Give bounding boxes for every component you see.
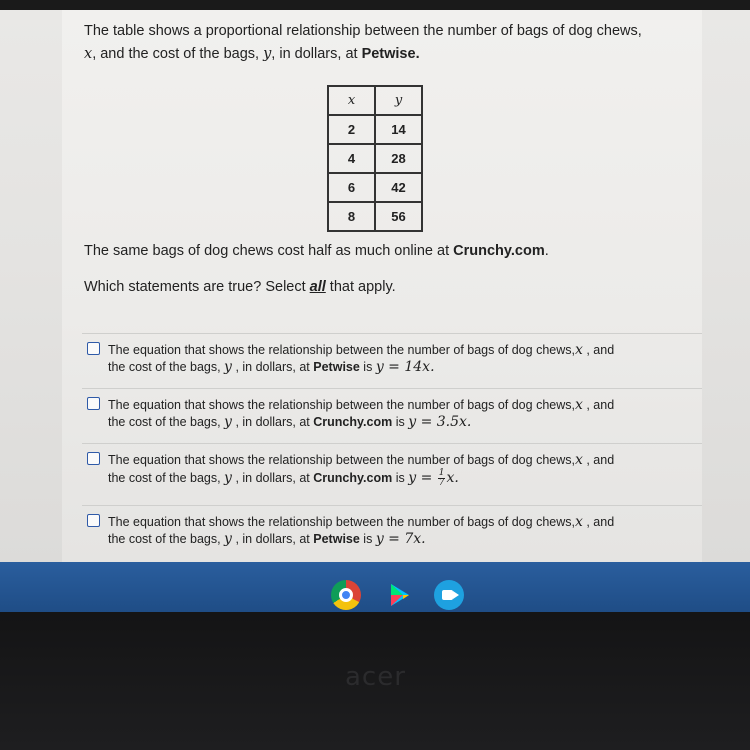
question-line1: The table shows a proportional relationship between the number of bags of dog chews, (84, 23, 642, 39)
option-store: Crunchy.com (313, 470, 393, 485)
proportion-table (327, 85, 423, 232)
option-is: is (392, 470, 409, 485)
option-line1: The equation that shows the relationship between the number of bags of dog chews, (108, 343, 575, 357)
equation-rhs: x. (446, 469, 459, 486)
table-row (328, 202, 422, 231)
option-store: Petwise (313, 360, 360, 374)
table-cell: 56 (375, 202, 422, 231)
option-line1-end: , and (582, 398, 615, 412)
option-store: Petwise (313, 532, 360, 546)
var-x: x (574, 397, 583, 413)
meet-icon[interactable] (434, 580, 464, 610)
option-equation: y = 7x. (375, 531, 426, 547)
instruction-after: that apply. (325, 279, 396, 295)
option-line2-mid: , in dollars, at (231, 415, 314, 429)
option-line2-start: the cost of the bags, (108, 415, 225, 429)
question-panel (62, 10, 702, 565)
option-text (108, 452, 663, 488)
fraction-denominator: 7 (438, 478, 445, 488)
option-text (108, 397, 663, 431)
statement1-text: The same bags of dog chews cost half as much online at (84, 243, 454, 259)
equation-lhs: y = (408, 469, 437, 486)
answer-option-4[interactable] (82, 505, 702, 548)
var-y: y (224, 469, 232, 486)
table-cell: 6 (328, 173, 375, 202)
brand-logo: acer (345, 662, 406, 692)
answer-option-1[interactable] (82, 333, 702, 376)
option-is: is (359, 532, 376, 546)
var-y: y (224, 359, 232, 375)
var-x: x (574, 514, 583, 530)
table-cell: 2 (328, 115, 375, 144)
store-petwise: Petwise (361, 46, 416, 62)
var-y: y (224, 414, 232, 430)
answer-option-2[interactable] (82, 388, 702, 431)
chrome-icon[interactable] (331, 580, 361, 610)
option-is: is (359, 360, 376, 374)
option-line1-end: , and (582, 343, 615, 357)
option-equation: y = 14x. (375, 359, 435, 375)
option-line1: The equation that shows the relationship between the number of bags of dog chews, (108, 515, 575, 529)
statement-crunchy (84, 243, 549, 259)
question-text (84, 20, 689, 66)
statement1-period: . (544, 243, 549, 259)
var-x: x (84, 46, 93, 62)
table-cell: 8 (328, 202, 375, 231)
checkbox[interactable] (87, 397, 100, 410)
option-line1: The equation that shows the relationship between the number of bags of dog chews, (108, 453, 575, 467)
option-is: is (392, 415, 409, 429)
instruction-text (84, 279, 396, 295)
table-cell: 28 (375, 144, 422, 173)
option-line2-start: the cost of the bags, (108, 532, 225, 546)
option-text (108, 342, 663, 376)
var-x: x (574, 342, 583, 358)
screen (0, 10, 750, 565)
question-fragment: , in dollars, at (271, 46, 362, 62)
table-cell: 42 (375, 173, 422, 202)
table-row (328, 144, 422, 173)
question-fragment: , and the cost of the bags, (92, 46, 264, 62)
fraction (438, 469, 446, 488)
fraction-numerator: 1 (438, 468, 445, 478)
checkbox[interactable] (87, 514, 100, 527)
option-equation: y = 3.5x. (408, 414, 472, 430)
table-row (328, 115, 422, 144)
option-store: Crunchy.com (313, 415, 393, 429)
option-line2-start: the cost of the bags, (108, 360, 225, 374)
question-period: . (415, 46, 420, 62)
play-store-icon[interactable] (384, 580, 414, 610)
var-x: x (574, 452, 583, 468)
table-cell: 14 (375, 115, 422, 144)
option-line2-mid: , in dollars, at (231, 360, 314, 374)
var-y: y (224, 531, 232, 547)
option-line2-mid: , in dollars, at (231, 532, 314, 546)
store-crunchy: Crunchy.com (453, 243, 545, 259)
option-text (108, 514, 663, 548)
instruction-emphasis: all (309, 279, 326, 295)
option-line1: The equation that shows the relationship between the number of bags of dog chews, (108, 398, 575, 412)
answer-option-3[interactable] (82, 443, 702, 488)
instruction-before: Which statements are true? Select (84, 279, 310, 295)
option-line1-end: , and (582, 453, 615, 467)
table-header-y: y (375, 86, 422, 115)
table-cell: 4 (328, 144, 375, 173)
option-line2-mid: , in dollars, at (231, 470, 314, 485)
table-header-x: x (328, 86, 375, 115)
checkbox[interactable] (87, 452, 100, 465)
var-y: y (263, 46, 272, 62)
taskbar-shelf (0, 562, 750, 612)
table-row (328, 173, 422, 202)
checkbox[interactable] (87, 342, 100, 355)
option-line2-start: the cost of the bags, (108, 470, 225, 485)
option-line1-end: , and (582, 515, 615, 529)
